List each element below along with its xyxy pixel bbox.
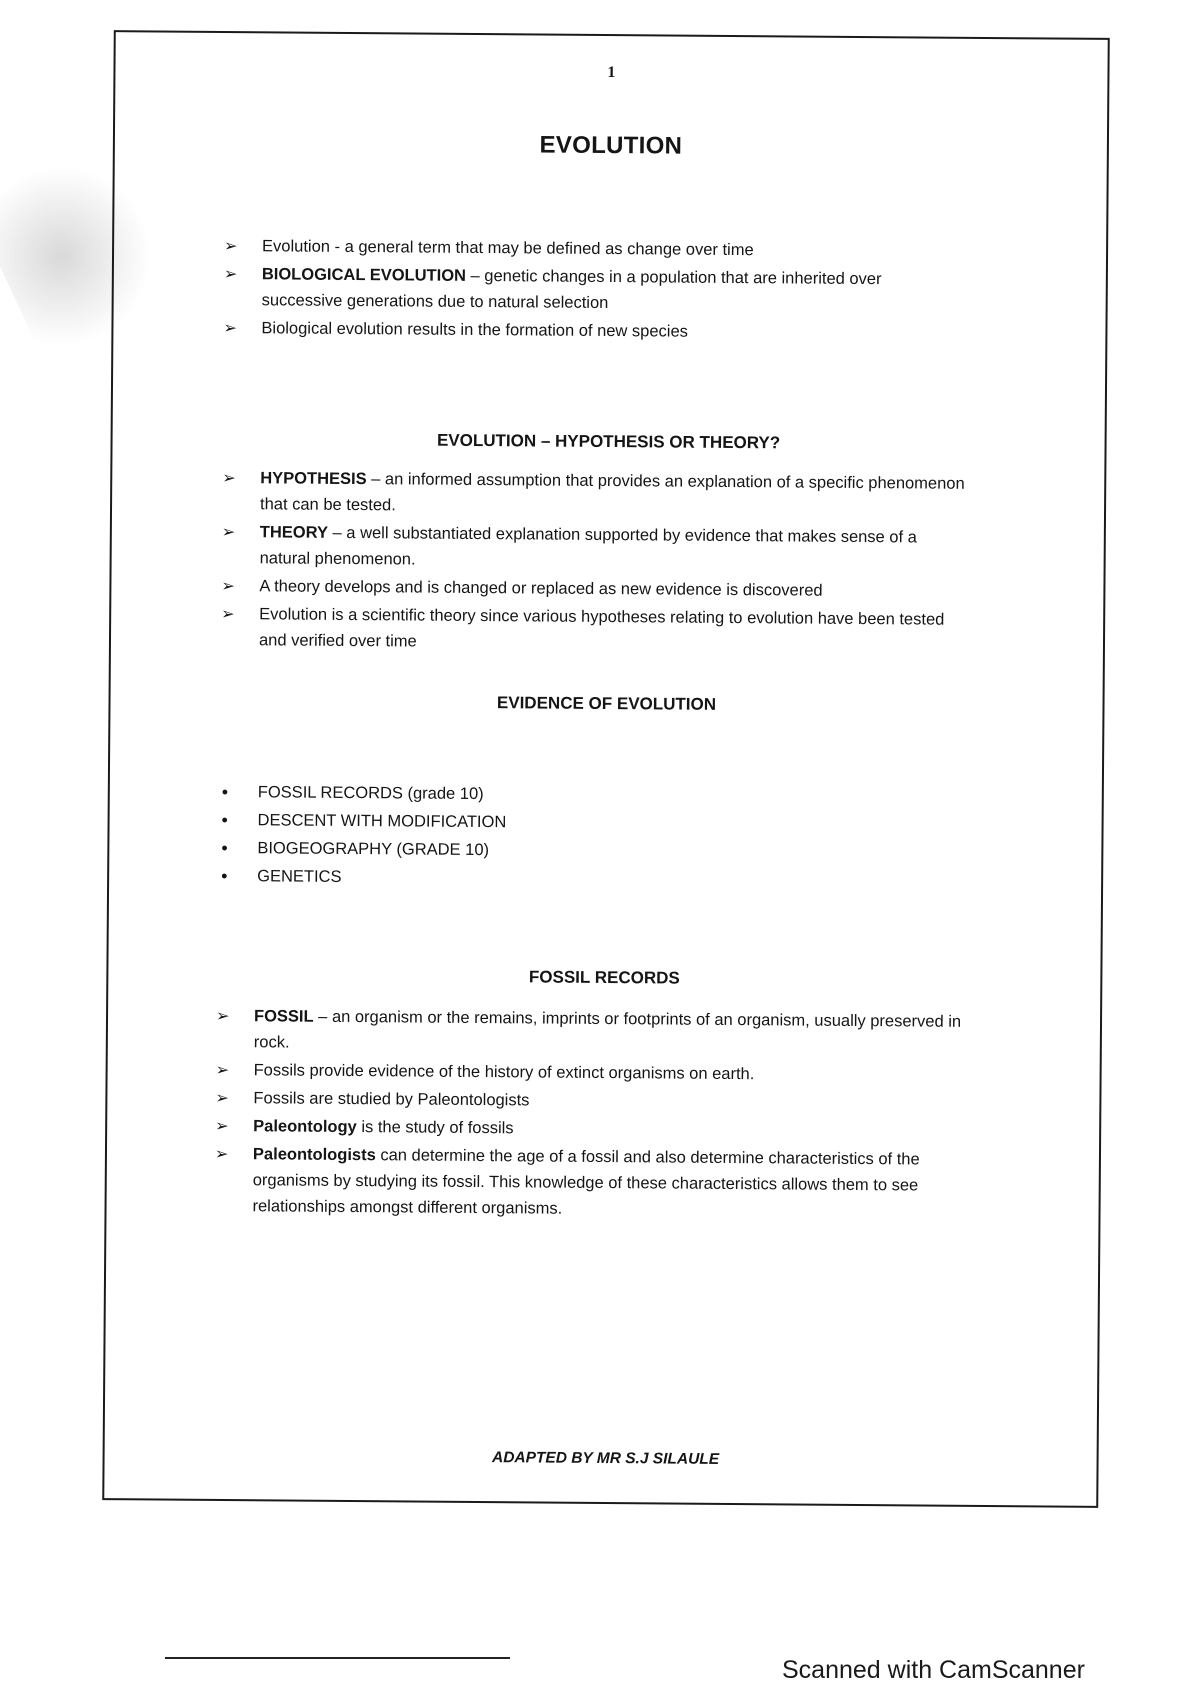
- list-item: ➢ HYPOTHESIS – an informed assumption that provides an explanation of a specific phenomenon that can be tested.: [222, 465, 972, 523]
- list-item: • BIOGEOGRAPHY (GRADE 10): [219, 835, 719, 865]
- hypothesis-list: [221, 465, 972, 661]
- list-item: ➢ Paleontologists can determine the age of a fossil and also determine characteristics of the organisms by studying its fossil. This knowledge of these characteristics allows them to see relationships amongst different organisms.: [214, 1141, 975, 1225]
- page-number: 1: [607, 63, 616, 82]
- list-item: • GENETICS: [219, 863, 719, 893]
- list-item: ➢ Evolution is a scientific theory since various hypotheses relating to evolution have been tested and verified over time: [221, 601, 971, 659]
- section-heading-fossil: FOSSIL RECORDS: [528, 967, 680, 988]
- list-item: ➢ Biological evolution results in the formation of new species: [223, 315, 943, 347]
- page-title: EVOLUTION: [539, 131, 683, 160]
- list-item: ➢ FOSSIL – an organism or the remains, imprints or footprints of an organism, usually preserved in rock.: [216, 1003, 976, 1061]
- fossil-list: [214, 1003, 976, 1227]
- list-item: ➢ Paleontology is the study of fossils: [215, 1113, 975, 1145]
- page-frame: [102, 30, 1110, 1508]
- author-credit: ADAPTED BY MR S.J SILAULE: [491, 1449, 720, 1468]
- list-item: ➢ BIOLOGICAL EVOLUTION – genetic changes in a population that are inherited over successive generations due to natural selection: [224, 261, 944, 319]
- evidence-list: [219, 779, 720, 895]
- list-item: ➢ Fossils are studied by Paleontologists: [215, 1085, 975, 1117]
- list-item: • FOSSIL RECORDS (grade 10): [220, 779, 720, 809]
- list-item: ➢ Evolution - a general term that may be defined as change over time: [224, 233, 944, 265]
- list-item: ➢ Fossils provide evidence of the history of extinct organisms on earth.: [216, 1057, 976, 1089]
- section-heading-hypothesis: EVOLUTION – HYPOTHESIS OR THEORY?: [436, 430, 781, 453]
- list-item: • DESCENT WITH MODIFICATION: [219, 807, 719, 837]
- list-item: ➢ A theory develops and is changed or replaced as new evidence is discovered: [221, 573, 971, 605]
- intro-list: [223, 233, 944, 349]
- scan-line: [165, 1657, 510, 1659]
- list-item: ➢ THEORY – a well substantiated explanation supported by evidence that makes sense of a natural phenomenon.: [222, 519, 972, 577]
- section-heading-evidence: EVIDENCE OF EVOLUTION: [496, 693, 717, 714]
- camscanner-watermark: Scanned with CamScanner: [782, 1656, 1085, 1684]
